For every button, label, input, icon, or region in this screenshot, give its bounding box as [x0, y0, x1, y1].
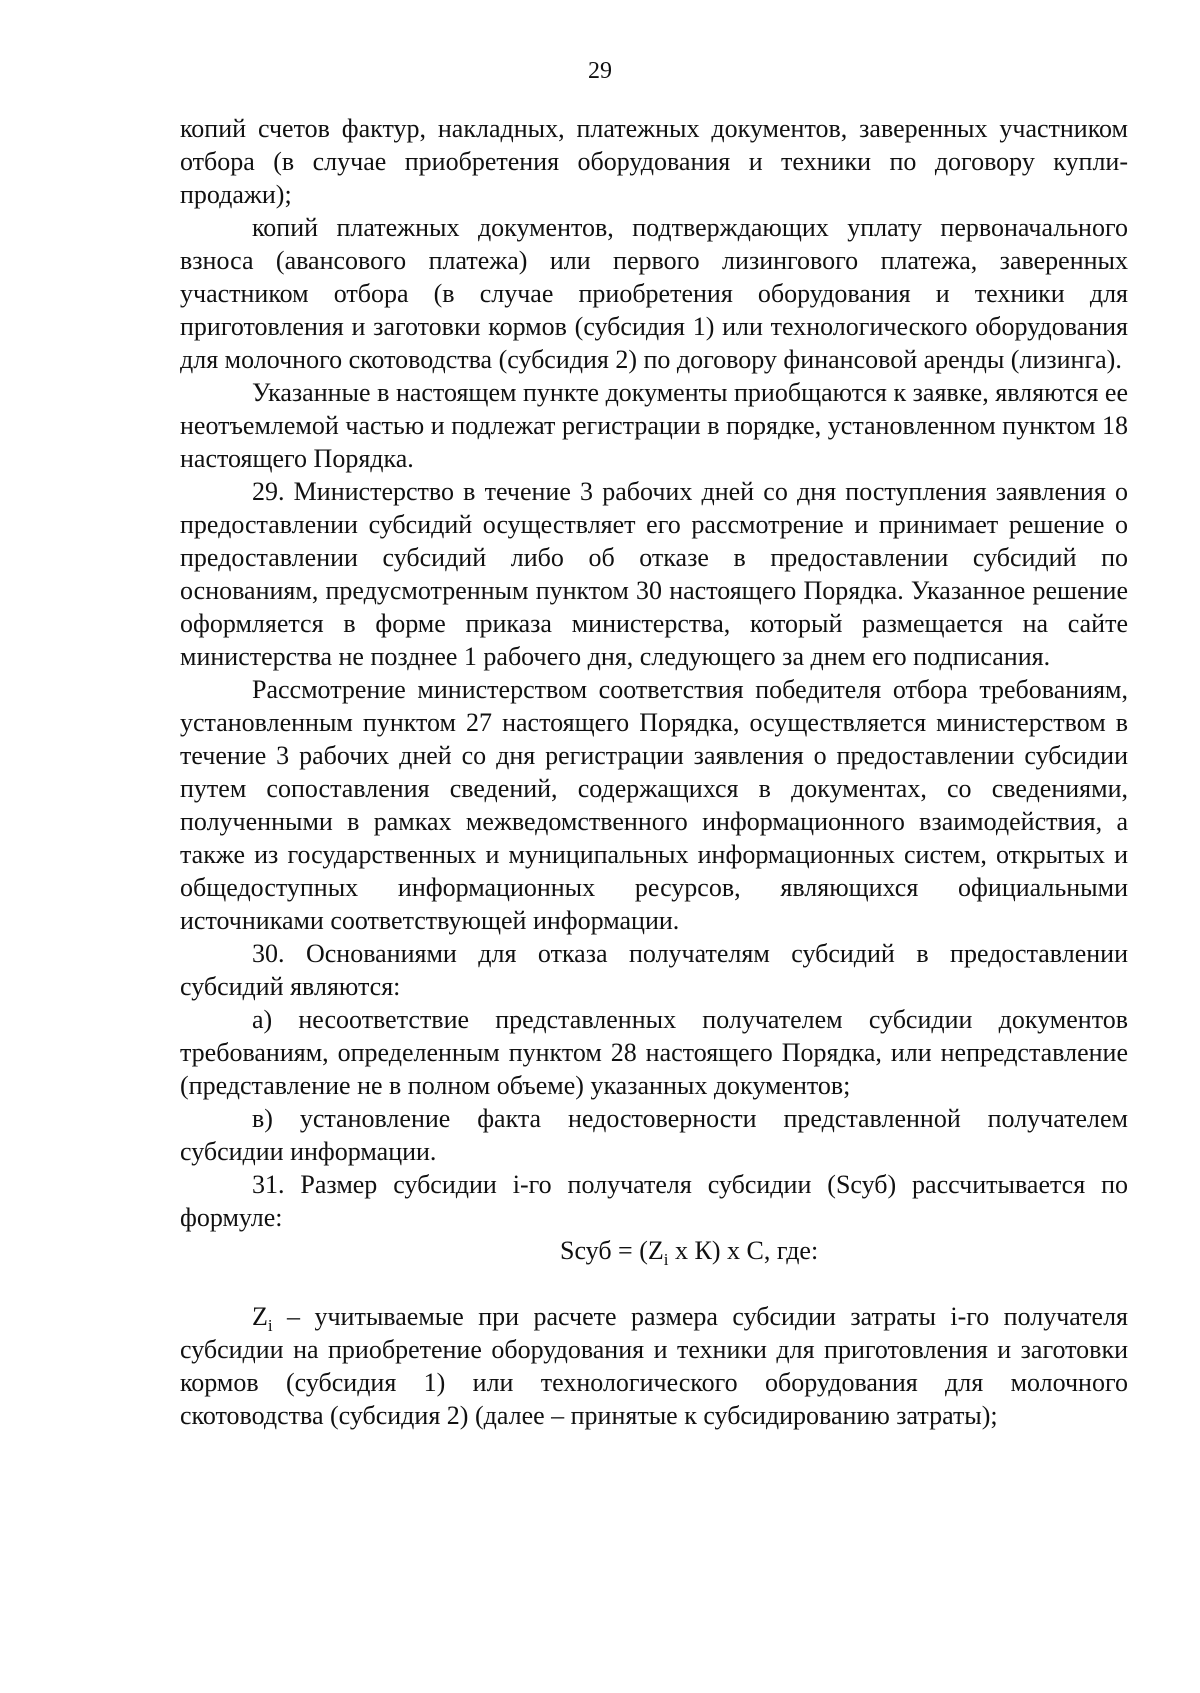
paragraph-documents-attached: Указанные в настоящем пункте документы приобщаются к заявке, являются ее неотъемлемой частью и подлежат регистрации в порядке, установленном пунктом 18 настоящего Порядка. [180, 378, 1128, 473]
paragraph-review-of-winner: Рассмотрение министерством соответствия победителя отбора требованиям, установленным пунктом 27 настоящего Порядка, осуществляется министерством в течение 3 рабочих дней со дня регистрации заявления о предоставлении субсидии путем сопоставления сведений, содержащихся в документах, со сведениями, полученными в рамках межведомственного информационного взаимодействия, а также из государственных и муниципальных информационных систем, открытых и общедоступных информационных ресурсов, являющихся официальными источниками соответствующей информации. [180, 675, 1128, 935]
paragraph-payment-documents: копий платежных документов, подтверждающих уплату первоначального взноса (авансового платежа) или первого лизингового платежа, заверенных участником отбора (в случае приобретения оборудования и техники для приготовления и заготовки кормов (субсидия 1) или технологического оборудования для молочного скотоводства (субсидия 2) по договору финансовой аренды (лизинга). [180, 213, 1128, 374]
paragraph-zi-definition [180, 1300, 1128, 1432]
formula-rhs: х К) х С, где: [668, 1236, 819, 1265]
paragraph-item-a: а) несоответствие представленных получателем субсидии документов требованиям, определенным пунктом 28 настоящего Порядка, или непредставление (представление не в полном объеме) указанных документов; [180, 1005, 1128, 1100]
formula-lhs: Sсуб = (Z [560, 1236, 664, 1265]
document-body [180, 112, 1128, 1432]
paragraph-invoices: копий счетов фактур, накладных, платежных документов, заверенных участником отбора (в случае приобретения оборудования и техники по договору купли-продажи); [180, 114, 1128, 209]
formula-subscript: i [663, 1250, 669, 1270]
page-number: 29 [588, 58, 612, 84]
subsidy-formula [180, 1234, 1128, 1300]
paragraph-clause-29: 29. Министерство в течение 3 рабочих дней со дня поступления заявления о предоставлении субсидий осуществляет его рассмотрение и принимает решение о предоставлении субсидий либо об отказе в предоставлении субсидий по основаниям, предусмотренным пунктом 30 настоящего Порядка. Указанное решение оформляется в форме приказа министерства, который размещается на сайте министерства не позднее 1 рабочего дня, следующего за днем его подписания. [180, 477, 1128, 671]
paragraph-clause-31: 31. Размер субсидии i-го получателя субсидии (Sсуб) рассчитывается по формуле: [180, 1170, 1128, 1232]
paragraph-clause-30: 30. Основаниями для отказа получателям субсидий в предоставлении субсидий являются: [180, 939, 1128, 1001]
paragraph-item-v: в) установление факта недостоверности представленной получателем субсидии информации. [180, 1104, 1128, 1166]
definition-subscript: i [267, 1316, 273, 1336]
definition-text: – учитываемые при расчете размера субсидии затраты i-го получателя субсидии на приобретение оборудования и техники для приготовления и заготовки кормов (субсидия 1) или технологического оборудования для молочного скотоводства (субсидия 2) (далее – принятые к субсидированию затраты); [180, 1302, 1128, 1430]
definition-symbol: Z [252, 1302, 268, 1331]
